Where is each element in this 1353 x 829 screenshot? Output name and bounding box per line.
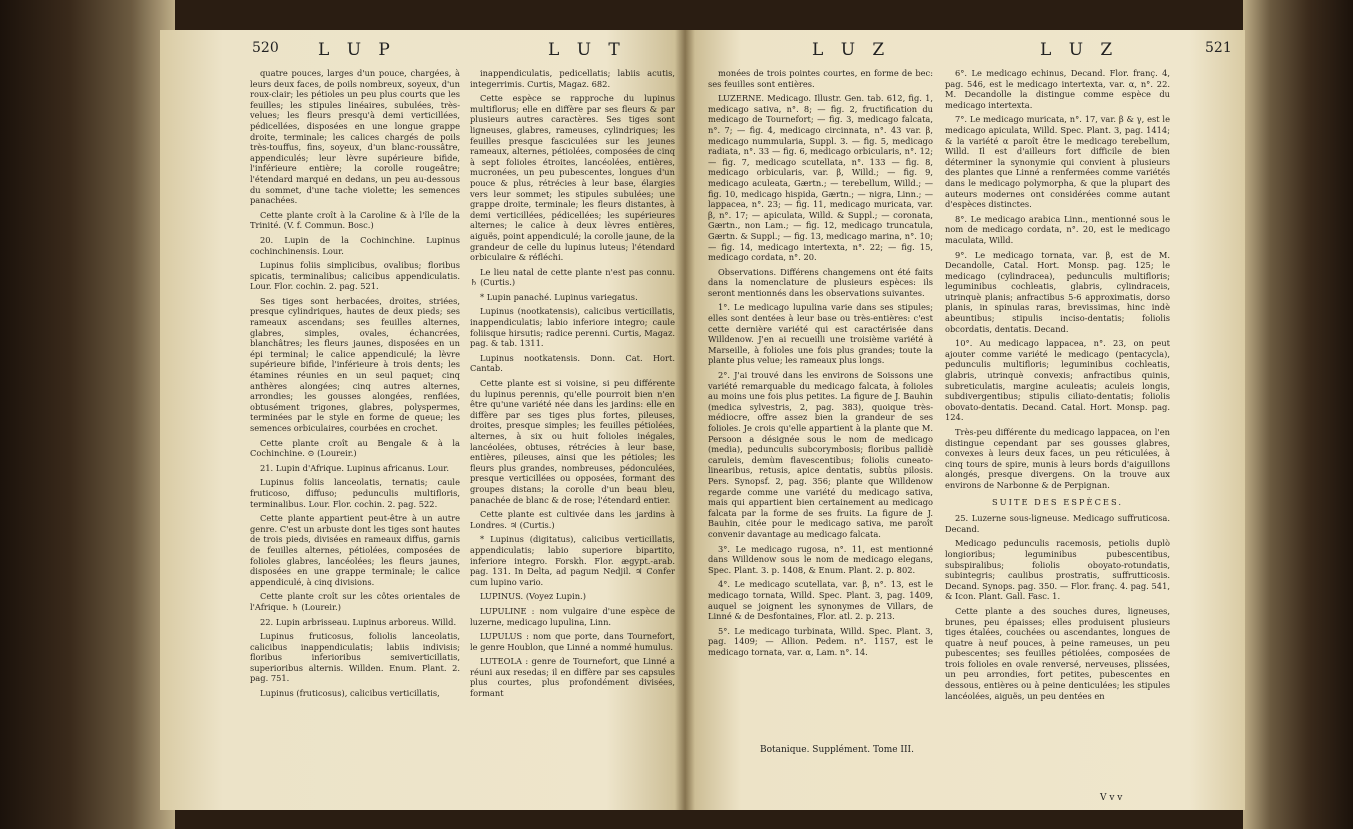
left-column-2 bbox=[470, 68, 675, 728]
paragraph: LUZERNE. Medicago. Illustr. Gen. tab. 612, fig. 1, medicago sativa, n°. 8; — fig. 2, fructification du medicago de Tournefort; — fig. 3, medicago falcata, n°. 7; — fig. 4, medicago circinnata, n°. 43 var. β, medicago nummularia, Suppl. 3. — fig. 5, medicago radiata, n°. 33 — fig. 6, medicago orbicularis, n°. 12; — fig. 7, medicago scutellata, n°. 133 — fig. 8, medicago orbicularis, var. β, Willd.; — fig. 9, medicago aculeata, Gærtn.; — terebellum, Willd.; — fig. 10, medicago hispida, Gærtn.; — nigra, Linn.; — lappacea, n°. 23; — fig. 11, medicago muricata, var. β, n°. 17; — apiculata, Willd. & Suppl.; — coronata, Gærtn., non Lam.; — fig. 12, medicago truncatula, Gærtn. & Suppl.; — fig. 13, medicago marina, n°. 10; — fig. 14, medicago intertexta, n°. 22; — fig. 15, medicago cordata, n°. 20. bbox=[708, 93, 933, 263]
right-column-1 bbox=[708, 68, 933, 708]
book-edge-left bbox=[0, 0, 175, 829]
paragraph: LUPULINE : nom vulgaire d'une espèce de luzerne, medicago lupulina, Linn. bbox=[470, 605, 675, 627]
paragraph: LUPULUS : nom que porte, dans Tournefort, le genre Houblon, que Linné a nommé humulus. bbox=[470, 631, 675, 652]
paragraph: Très-peu différente du medicago lappacea, on l'en distingue cependant par ses gousses glabres, convexes à leurs deux faces, un peu réticulées, à cinq tours de spire, munis à leurs bords d'aiguillons alongés, presque divergens. On la trouve aux environs de Narbonne & de Perpignan. bbox=[945, 427, 1170, 490]
paragraph: Lupinus (fruticosus), calicibus verticillatis, bbox=[260, 688, 440, 699]
paragraph: Lupinus (nootkatensis), calicibus verticillatis, inappendiculatis; labio inferiore integro; caule foliisque hirsutis; radice perenni. Curtis, Magaz. pag. & tab. 1311. bbox=[470, 306, 675, 349]
paragraph: Le lieu natal de cette plante n'est pas connu. ♄ (Curtis.) bbox=[470, 266, 675, 288]
paragraph: 9°. Le medicago tornata, var. β, est de M. Decandolle, Catal. Hort. Monsp. pag. 125; le medicago (cylindracea), pedunculis multifloris; leguminibus cochleatis, glabris, cylindraceis, utrinquè planis; anfractibus 5-6 approximatis, dorso planis, in spinulas raras, brevissimas, hinc indè abeuntibus; stipulis inciso-dentatis; foliolis obcordatis, dentatis. Decand. bbox=[945, 249, 1170, 334]
paragraph: Observations. Différens changemens ont été faits dans la nomenclature de plusieurs espèces: ils seront mentionnés dans les observations suivantes. bbox=[708, 266, 933, 298]
paragraph: Lupinus foliis lanceolatis, ternatis; caule fruticoso, diffuso; pedunculis multifloris, terminalibus. Lour. Flor. cochin. 2. pag. 522. bbox=[250, 477, 460, 509]
paragraph: * Lupin panaché. Lupinus variegatus. bbox=[480, 291, 638, 302]
paragraph: LUTEOLA : genre de Tournefort, que Linné a réuni aux resedas; il en diffère par ses capsules plus courtes, plus profondément divisées, formant bbox=[470, 656, 675, 699]
paragraph: 4°. Le medicago scutellata, var. β, n°. 13, est le medicago tornata, Willd. Spec. Plant. 3, pag. 1409, auquel se joignent les synonymes de Villars, de Linné & de Desfontaines, Flor. atl. 2. p. 213. bbox=[708, 579, 933, 622]
paragraph: Ses tiges sont herbacées, droites, striées, presque cylindriques, hautes de deux pieds; ses rameaux ascendans; ses feuilles alternes, glabres, simples, ovales, échancrées, blanchâtres; les fleurs jaunes, disposées en un épi terminal; le calice appendiculé; la lèvre supérieure bifide, l'inférieure à trois dents; les étamines réunies en un seul paquet; cinq anthères alongées; cinq autres alternes, arrondies; les gousses alongées, renflées, obtusément trigones, glabres, polyspermes, terminées par le style en forme de queue; les semences orbiculaires, courbées en crochet. bbox=[250, 295, 460, 433]
paragraph: Cette espèce se rapproche du lupinus multiflorus; elle en diffère par ses fleurs & par plusieurs autres caractères. Ses tiges sont ligneuses, glabres, rameuses, cylindriques; les feuilles presque fasciculées sur les jeunes rameaux, alternes, pétiolées, composées de cinq à sept folioles étroites, lancéolées, entières, mucronées, un peu pubescentes, longues d'un pouce & plus, rétrécies à leur base, élargies vers leur sommet; les stipules subulées; une grappe droite, terminale; les fleurs distantes, à demi verticillées, pédicellées; les supérieures alternes; le calice à deux lèvres entières, aiguës, point appendiculé; la corolle jaune, de la grandeur de celle du lupinus luteus; l'étendard orbiculaire & réfléchi. bbox=[470, 93, 675, 263]
paragraph: Cette plante croît à la Caroline & à l'île de la Trinité. (V. f. Commun. Bosc.) bbox=[250, 209, 460, 231]
paragraph: 21. Lupin d'Afrique. Lupinus africanus. Lour. bbox=[260, 462, 449, 473]
paragraph: 2°. J'ai trouvé dans les environs de Soissons une variété remarquable du medicago falcata, à folioles au moins une fois plus petites. La figure de J. Bauhin (medica sylvestris, 2, pag. 383), quoique très-médiocre, offre assez bien la grandeur de ses folioles. Je crois qu'elle appartient à la plante que M. Persoon a désignée sous le nom de medicago (media), pedunculis subcorymbosis; floribus pallidè caruleis, demùm flavescentibus; foliolis cuneato-linearibus, retusis, apice dentatis, subtùs pilosis. Pers. Synopsf. 2, pag. 356; plante que Willdenow regarde comme une variété du medicago sativa, mais qui appartient bien certainement au medicago falcata par la forme de ses fruits. La figure de J. Bauhin, citée pour le medicago sativa, me paroît convenir davantage au medicago falcata. bbox=[708, 370, 933, 539]
paragraph: monées de trois pointes courtes, en forme de bec: ses feuilles sont entières. bbox=[708, 68, 933, 89]
paragraph: quatre pouces, larges d'un pouce, chargées, à leurs deux faces, de poils nombreux, soyeux, d'un roux-clair; les pétioles un peu plus courts que les feuilles; les stipules linéaires, subulées, très-velues; les fleurs presqu'à demi verticillées, pédicellées, disposées en une longue grappe droite, terminale; les calices chargés de poils très-touffus, fins, soyeux, d'un blanc-roussâtre, appendiculés; leur lèvre supérieure bifide, l'inférieure entière; la corolle rougeâtre; l'étendard marqué en dedans, un peu au-dessous du sommet, d'une tache violette; les semences panachées. bbox=[250, 68, 460, 206]
paragraph: Medicago pedunculis racemosis, petiolis duplò longioribus; leguminibus pubescentibus, subspiralibus; foliolis oboyato-rotundatis, subintegris; caulibus prostratis, suffrutticosis. Decand. Synops. pag. 350. — Flor. franç. 4. pag. 541, & Icon. Plant. Gall. Fasc. 1. bbox=[945, 538, 1170, 602]
paragraph: 20. Lupin de la Cochinchine. Lupinus cochinchinensis. Lour. bbox=[250, 234, 460, 256]
paragraph: 25. Luzerne sous-ligneuse. Medicago suffruticosa. Decand. bbox=[945, 513, 1170, 534]
paragraph: LUPINUS. (Voyez Lupin.) bbox=[480, 591, 586, 602]
paragraph: 22. Lupin arbrisseau. Lupinus arboreus. Willd. bbox=[260, 616, 457, 627]
paragraph: SUITE DES ESPÈCES. bbox=[991, 496, 1124, 507]
paragraph: Cette plante est cultivée dans les jardins à Londres. ♃ (Curtis.) bbox=[470, 509, 675, 530]
paragraph: 5°. Le medicago turbinata, Willd. Spec. Plant. 3, pag. 1409; — Allion. Pedem. n°. 1157, est le medicago tornata, var. α, Lam. n°. 14. bbox=[708, 625, 933, 657]
paragraph: Cette plante croît au Bengale & à la Cochinchine. ⊙ (Loureir.) bbox=[250, 437, 460, 459]
paragraph: 10°. Au medicago lappacea, n°. 23, on peut ajouter comme variété le medicago (pentacycla), pedunculis multifloris; leguminibus cochleatis, glabris, utrinquè convexis; anfractibus quinis, subreticulatis, margine aculeatis; aculeis longis, subdivergentibus; stipulis ciliato-dentatis; foliolis obovato-dentatis. Decand. Catal. Hort. Monsp. pag. 124. bbox=[945, 338, 1170, 423]
right-column-2 bbox=[945, 68, 1170, 728]
paragraph: Cette plante appartient peut-être à un autre genre. C'est un arbuste dont les tiges sont hautes de trois pieds, divisées en rameaux diffus, garnis de feuilles alternes, pétiolées, composées de folioles glabres, lancéolées; les fleurs jaunes, disposées en une grappe terminale; le calice appendiculé, à cinq divisions. bbox=[250, 513, 460, 587]
left-header-2: L U T bbox=[548, 40, 626, 60]
left-page-number: 520 bbox=[252, 40, 279, 56]
gutter bbox=[675, 30, 695, 810]
right-header-1: L U Z bbox=[812, 40, 891, 60]
left-column-1 bbox=[250, 68, 460, 728]
paragraph: inappendiculatis, pedicellatis; labiis acutis, integerrimis. Curtis, Magaz. 682. bbox=[470, 68, 675, 89]
paragraph: Cette plante croît sur les côtes orientales de l'Afrique. ♄ (Loureir.) bbox=[250, 591, 460, 612]
signature-line: Botanique. Supplément. Tome III. bbox=[760, 745, 914, 755]
paragraph: 7°. Le medicago muricata, n°. 17, var. β & γ, est le medicago apiculata, Willd. Spec. Plant. 3, pag. 1414; & la variété α paroît être le medicago terebellum, Willd. Il est d'ailleurs fort difficile de bien déterminer la synonymie qui convient à plusieurs des plantes que Linné a renfermées comme variétés dans le medicago polymorpha, & que la plupart des auteurs modernes ont considérées comme autant d'espèces distinctes. bbox=[945, 114, 1170, 210]
paragraph: Cette plante est si voisine, si peu différente du lupinus perennis, qu'elle pourroit bien n'en être qu'une variété née dans les jardins: elle en diffère par ses tiges plus fortes, pileuses, droites, presque simples; les feuilles pétiolées, alternes, à six ou huit folioles inégales, lancéolées, obtuses, rétrécies à leur base, entières, pileuses, ainsi que les pétioles; les fleurs plus grandes, nombreuses, pédonculées, presque verticillées ou opposées, formant des groupes distans; la corolle d'un beau bleu, panachée de blanc & de rose; l'étendard entier. bbox=[470, 378, 675, 505]
paragraph: 8°. Le medicago arabica Linn., mentionné sous le nom de medicago cordata, n°. 20, est le medicago maculata, Willd. bbox=[945, 213, 1170, 245]
paragraph: Cette plante a des souches dures, ligneuses, brunes, peu épaisses; elles produisent plusieurs tiges étalées, couchées ou ascendantes, longues de quatre à neuf pouces, à peine rameuses, un peu pubescentes; ses feuilles pétiolées, composées de trois folioles en ovale renversé, nerveuses, plissées, un peu arrondies, fort petites, pubescentes en dessous, entières ou à peine denticulées; les stipules lancéolées, aiguës, un peu dentées en bbox=[945, 605, 1170, 701]
paragraph: Lupinus nootkatensis. Donn. Cat. Hort. Cantab. bbox=[470, 352, 675, 374]
book-edge-right bbox=[1243, 0, 1353, 829]
left-header-1: L U P bbox=[318, 40, 396, 60]
paragraph: Lupinus fruticosus, foliolis lanceolatis, calicibus inappendiculatis; labiis indivisis; floribus inferioribus semiverticillatis, superioribus alternis. Willden. Enum. Plant. 2. pag. 751. bbox=[250, 631, 460, 684]
paragraph: * Lupinus (digitatus), calicibus verticillatis, appendiculatis; labio superiore bipartito, inferiore integro. Forskh. Flor. ægypt.-arab. pag. 131. In Delta, ad pagum Nedjil. ♃ Confer cum lupino vario. bbox=[470, 534, 675, 587]
right-page-number: 521 bbox=[1205, 40, 1232, 56]
paragraph: 1°. Le medicago lupulina varie dans ses stipules; elles sont dentées à leur base ou très-entières: c'est cette dernière variété qui est caractérisée dans Willdenow. J'en ai recueilli une troisième variété à Marseille, à folioles une fois plus grandes; toute la plante plus velue; les rameaux plus longs. bbox=[708, 302, 933, 366]
paragraph: 3°. Le medicago rugosa, n°. 11, est mentionné dans Willdenow sous le nom de medicago elegans, Spec. Plant. 3. p. 1408, & Enum. Plant. 2. p. 802. bbox=[708, 543, 933, 575]
paragraph: 6°. Le medicago echinus, Decand. Flor. franç. 4, pag. 546, est le medicago intertexta, var. α, n°. 22. M. Decandolle la distingue comme espèce du medicago intertexta. bbox=[945, 68, 1170, 110]
right-header-2: L U Z bbox=[1040, 40, 1119, 60]
paragraph: Lupinus foliis simplicibus, ovalibus; floribus spicatis, terminalibus; calicibus appendiculatis. Lour. Flor. cochin. 2. pag. 521. bbox=[250, 260, 460, 292]
signature-mark: V v v bbox=[1100, 793, 1123, 803]
